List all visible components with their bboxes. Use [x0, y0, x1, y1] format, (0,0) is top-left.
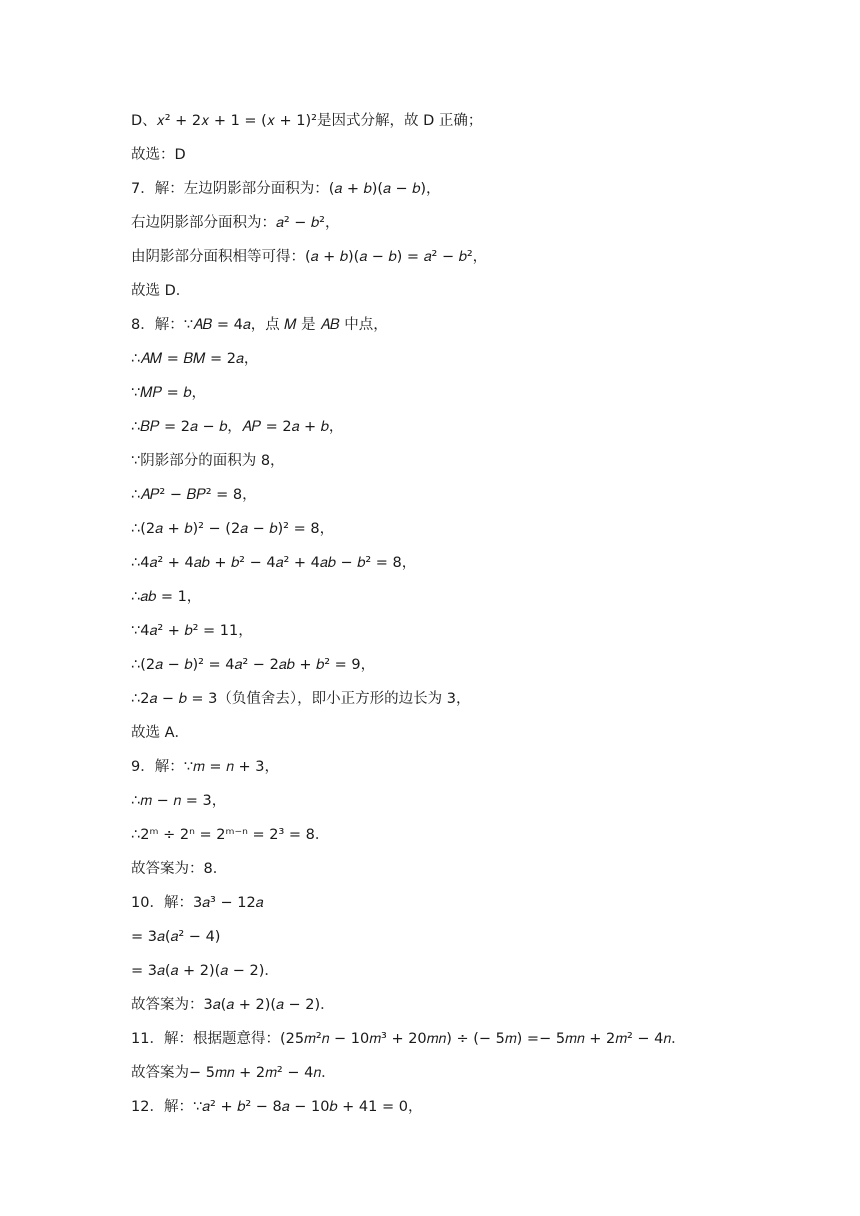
text-line: ∴𝐴𝑀 = 𝐵𝑀 = 2𝑎，	[131, 351, 259, 367]
text-line: 故答案为− 5𝑚𝑛 + 2𝑚² − 4𝑛．	[131, 1065, 336, 1081]
solution-text	[131, 108, 771, 1128]
text-line: 故选 D．	[131, 283, 191, 299]
text-line: ∴4𝑎² + 4𝑎𝑏 + 𝑏² − 4𝑎² + 4𝑎𝑏 − 𝑏² = 8，	[131, 555, 417, 571]
text-line: D、𝑥² + 2𝑥 + 1 = (𝑥 + 1)²是因式分解，故 D 正确；	[131, 113, 483, 129]
text-line: ∴𝐵𝑃 = 2𝑎 − 𝑏，𝐴𝑃 = 2𝑎 + 𝑏，	[131, 419, 344, 435]
text-line: 7．解：左边阴影部分面积为：(𝑎 + 𝑏)(𝑎 − 𝑏)，	[131, 181, 441, 197]
text-line: ∴(2𝑎 − 𝑏)² = 4𝑎² − 2𝑎𝑏 + 𝑏² = 9，	[131, 657, 376, 673]
text-line: ∴𝑎𝑏 = 1，	[131, 589, 202, 605]
text-line: 由阴影部分面积相等可得：(𝑎 + 𝑏)(𝑎 − 𝑏) = 𝑎² − 𝑏²，	[131, 249, 488, 265]
text-line: 故选 A．	[131, 725, 190, 741]
text-line: 故答案为：3𝑎(𝑎 + 2)(𝑎 − 2)．	[131, 997, 335, 1013]
text-line: 故选：D	[131, 147, 186, 163]
text-line: ∴(2𝑎 + 𝑏)² − (2𝑎 − 𝑏)² = 8，	[131, 521, 335, 537]
text-line: 11．解：根据题意得：(25𝑚²𝑛 − 10𝑚³ + 20𝑚𝑛) ÷ (− 5𝑚) =− 5𝑚𝑛 + 2𝑚² − 4𝑛．	[131, 1031, 686, 1047]
text-line: ∴2ᵐ ÷ 2ⁿ = 2ᵐ⁻ⁿ = 2³ = 8．	[131, 827, 330, 843]
text-line: 10．解：3𝑎³ − 12𝑎	[131, 895, 264, 911]
text-line: ∴𝑚 − 𝑛 = 3，	[131, 793, 227, 809]
text-line: ∴2𝑎 − 𝑏 = 3（负值舍去），即小正方形的边长为 3，	[131, 691, 471, 707]
text-line: ∴𝐴𝑃² − 𝐵𝑃² = 8，	[131, 487, 257, 503]
text-line: 12．解：∵𝑎² + 𝑏² − 8𝑎 − 10𝑏 + 41 = 0，	[131, 1099, 423, 1115]
text-line: 故答案为：8．	[131, 861, 228, 877]
text-line: 8．解：∵𝐴𝐵 = 4𝑎，点 𝑀 是 𝐴𝐵 中点，	[131, 317, 388, 333]
text-line: = 3𝑎(𝑎 + 2)(𝑎 − 2)．	[131, 963, 279, 979]
text-line: ∵4𝑎² + 𝑏² = 11，	[131, 623, 253, 639]
text-line: 9．解：∵𝑚 = 𝑛 + 3，	[131, 759, 279, 775]
text-line: ∵𝑀𝑃 = 𝑏，	[131, 385, 206, 401]
text-line: ∵阴影部分的面积为 8，	[131, 453, 285, 469]
text-line: 右边阴影部分面积为：𝑎² − 𝑏²，	[131, 215, 340, 231]
text-line: = 3𝑎(𝑎² − 4)	[131, 929, 221, 945]
